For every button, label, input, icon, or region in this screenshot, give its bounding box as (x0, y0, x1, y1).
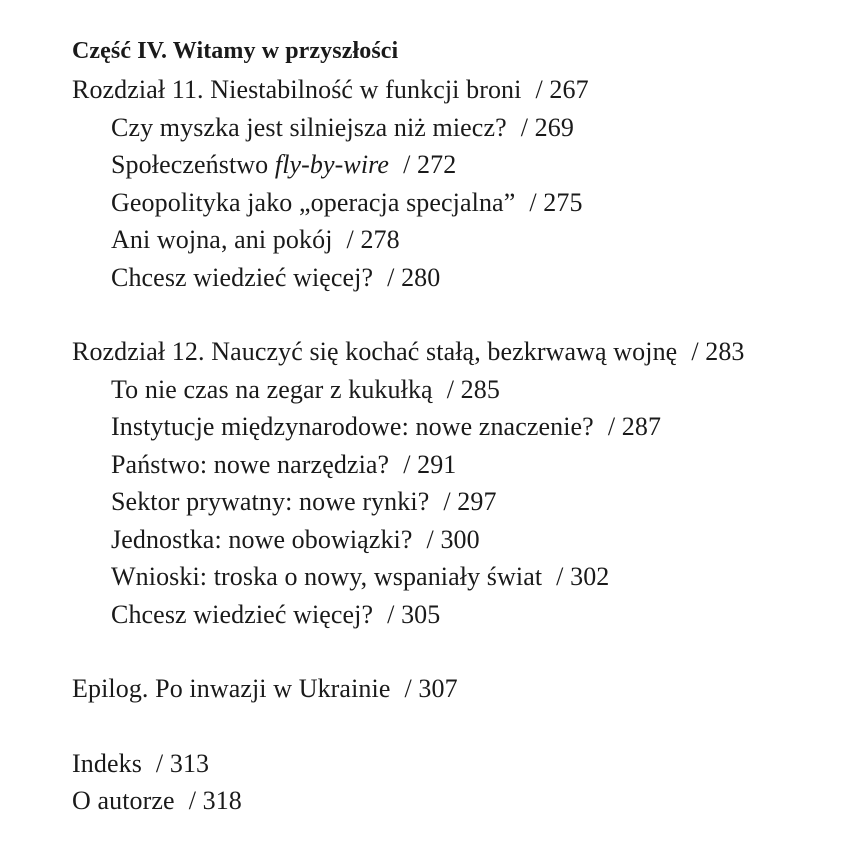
section-title: To nie czas na zegar z kukułką (111, 374, 433, 404)
page-number: / 280 (387, 262, 441, 292)
section-entry (72, 109, 852, 147)
table-of-contents (72, 34, 852, 820)
page-number: / 302 (556, 562, 610, 591)
section-entry (72, 259, 852, 297)
page-number: / 278 (346, 225, 400, 254)
page-number: / 313 (155, 748, 210, 778)
page-number: / 267 (535, 75, 589, 104)
section-title: Czy myszka jest silniejsza niż miecz? (111, 112, 507, 142)
page-number: / 307 (404, 674, 458, 703)
about-author-entry (72, 782, 852, 820)
section-title: Instytucje międzynarodowe: nowe znaczenie? (111, 412, 594, 441)
section-entry (72, 408, 852, 446)
section-title: Geopolityka jako „operacja specjalna” (111, 187, 516, 217)
section-title: Chcesz wiedzieć więcej? (111, 599, 374, 629)
section-entry (72, 371, 852, 409)
epilogue-entry (72, 670, 852, 708)
chapter-entry (72, 333, 852, 371)
page-number: / 318 (188, 786, 242, 815)
chapter-title: Rozdział 12. Nauczyć się kochać stałą, bezkrwawą wojnę (72, 337, 678, 366)
page-number: / 297 (443, 487, 497, 516)
about-author-title: O autorze (72, 786, 175, 815)
part-heading (72, 34, 852, 69)
section-title: Wnioski: troska o nowy, wspaniały świat (111, 562, 543, 591)
section-title: Jednostka: nowe obowiązki? (111, 524, 413, 554)
epilogue-title: Epilog. Po inwazji w Ukrainie (72, 674, 391, 703)
page-number: / 287 (607, 412, 662, 441)
index-title: Indeks (72, 748, 142, 778)
section-entry (72, 184, 852, 222)
page-number: / 272 (403, 150, 457, 179)
section-title: Sektor prywatny: nowe rynki? (111, 487, 430, 516)
page-number: / 283 (691, 337, 745, 366)
section-title-italic: fly-by-wire (274, 150, 390, 179)
section-entry (72, 146, 852, 184)
page-number: / 300 (426, 524, 480, 554)
index-entry (72, 745, 852, 783)
section-entry (72, 521, 852, 559)
section-title: Ani wojna, ani pokój (111, 225, 333, 254)
section-entry (72, 446, 852, 484)
page-number: / 269 (520, 112, 574, 142)
section-title: Chcesz wiedzieć więcej? (111, 262, 374, 292)
section-entry (72, 558, 852, 596)
section-entry (72, 221, 852, 259)
section-entry (72, 596, 852, 634)
page-number: / 291 (403, 449, 457, 479)
section-title: Społeczeństwo (111, 150, 275, 179)
part-title: Część IV. Witamy w przyszłości (72, 38, 399, 64)
chapter-entry (72, 71, 852, 109)
section-entry (72, 483, 852, 521)
page-number: / 285 (446, 374, 500, 404)
page-number: / 275 (529, 187, 583, 217)
page-number: / 305 (387, 599, 441, 629)
chapter-title: Rozdział 11. Niestabilność w funkcji broni (72, 75, 522, 104)
section-title: Państwo: nowe narzędzia? (111, 449, 390, 479)
